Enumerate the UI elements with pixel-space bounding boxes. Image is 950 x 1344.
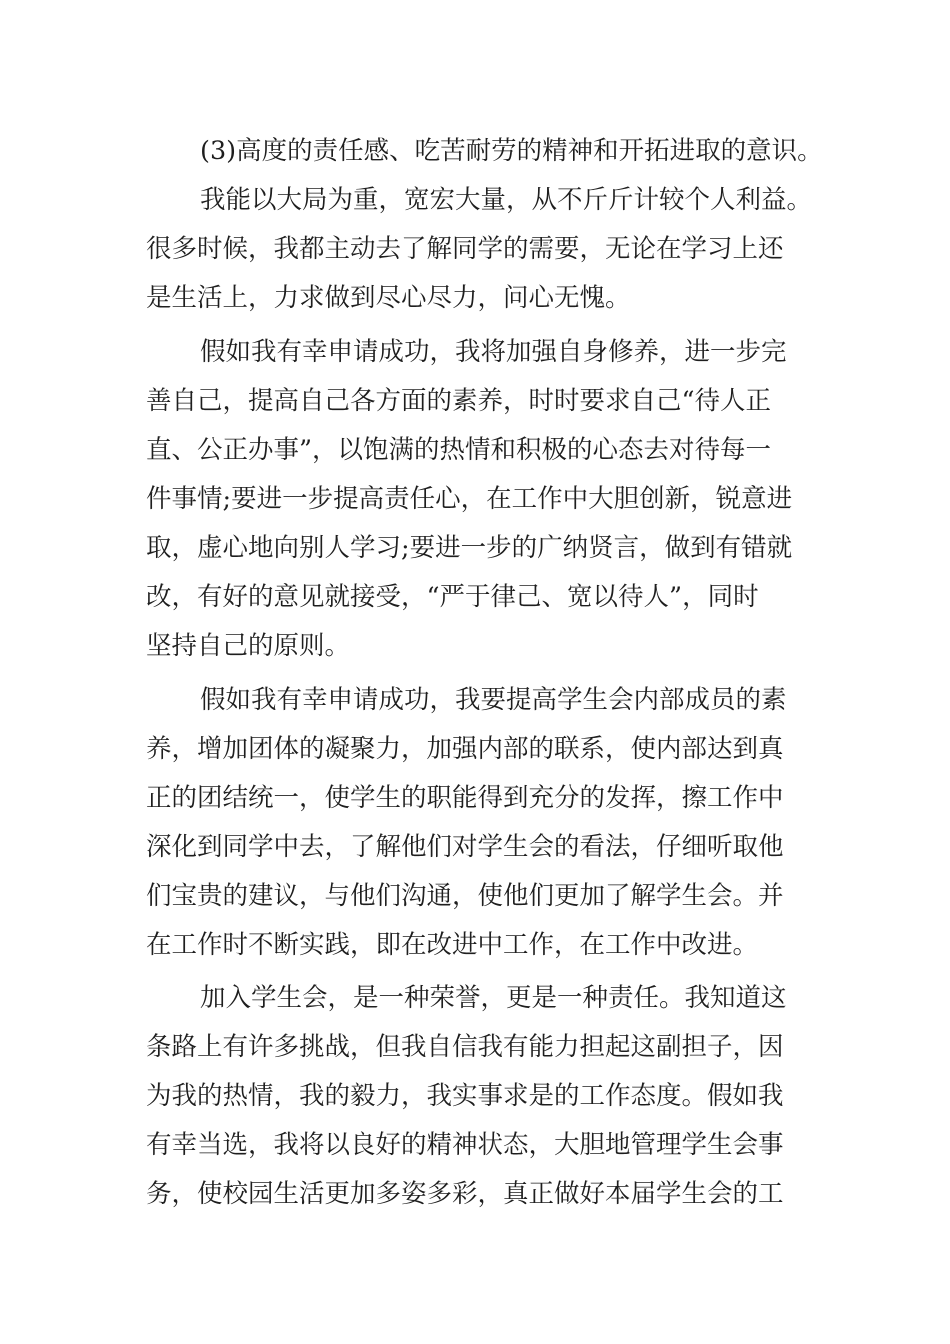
paragraph-line: 为我的热情，我的毅力，我实事求是的工作态度。假如我 xyxy=(146,1081,784,1111)
paragraph-line: 养，增加团体的凝聚力，加强内部的联系，使内部达到真 xyxy=(146,734,784,764)
paragraph-line: 改，有好的意见就接受，“严于律己、宽以待人”，同时 xyxy=(146,582,759,612)
paragraph-line: 条路上有许多挑战，但我自信我有能力担起这副担子，因 xyxy=(146,1032,784,1062)
paragraph-line: 很多时候，我都主动去了解同学的需要，无论在学习上还 xyxy=(146,234,784,264)
paragraph-line: 有幸当选，我将以良好的精神状态，大胆地管理学生会事 xyxy=(146,1130,784,1160)
paragraph-line: 假如我有幸申请成功，我要提高学生会内部成员的素 xyxy=(200,685,787,715)
paragraph-line: (3)高度的责任感、吃苦耐劳的精神和开拓进取的意识。 xyxy=(200,136,823,166)
paragraph-line: 我能以大局为重，宽宏大量，从不斤斤计较个人利益。 xyxy=(200,185,813,215)
paragraph-line: 加入学生会，是一种荣誉，更是一种责任。我知道这 xyxy=(200,983,787,1013)
paragraph-line: 是生活上，力求做到尽心尽力，问心无愧。 xyxy=(146,283,631,313)
paragraph-line: 坚持自己的原则。 xyxy=(146,631,351,661)
paragraph-line: 在工作时不断实践，即在改进中工作，在工作中改进。 xyxy=(146,930,759,960)
paragraph-line: 假如我有幸申请成功，我将加强自身修养，进一步完 xyxy=(200,337,787,367)
paragraph-line: 直、公正办事”，以饱满的热情和积极的心态去对待每一 xyxy=(146,435,772,465)
paragraph-line: 正的团结统一，使学生的职能得到充分的发挥，擦工作中 xyxy=(146,783,784,813)
paragraph-line: 务，使校园生活更加多姿多彩，真正做好本届学生会的工 xyxy=(146,1179,784,1209)
paragraph-line: 深化到同学中去，了解他们对学生会的看法，仔细听取他 xyxy=(146,832,784,862)
paragraph-line: 件事情;要进一步提高责任心，在工作中大胆创新，锐意进 xyxy=(146,484,793,514)
paragraph-line: 取，虚心地向别人学习;要进一步的广纳贤言，做到有错就 xyxy=(146,533,793,563)
paragraph-line: 善自己，提高自己各方面的素养，时时要求自己“待人正 xyxy=(146,386,772,416)
paragraph-line: 们宝贵的建议，与他们沟通，使他们更加了解学生会。并 xyxy=(146,881,784,911)
